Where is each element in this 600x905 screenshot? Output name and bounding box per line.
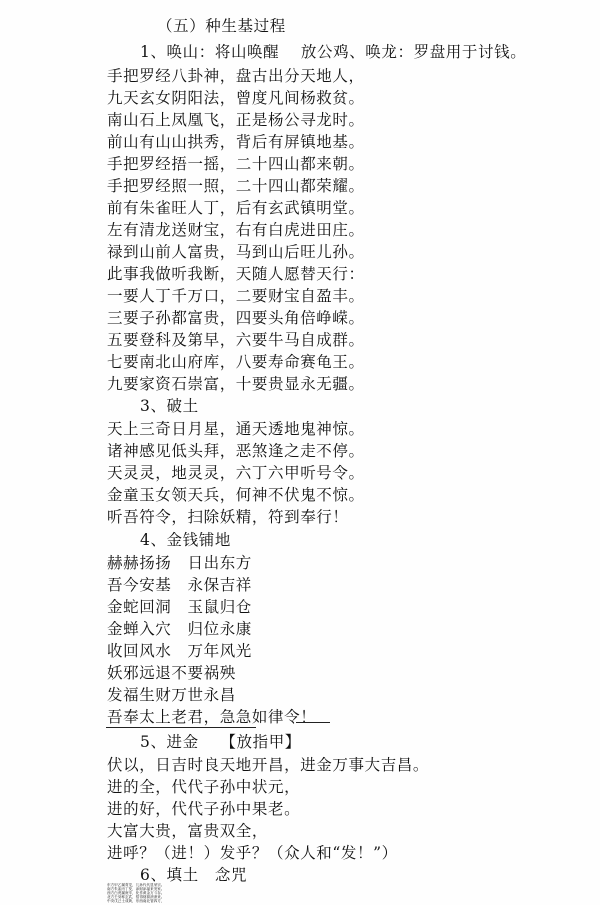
part-1-line: 前山有山山拱秀，背后有屏镇地基。 [107,133,365,151]
part-4-line: 妖邪远退不要祸殃 [107,664,236,682]
part-4-line: 金蝉入穴 归位永康 [107,620,252,638]
part-6-heading: 6、填土 念咒 [140,866,248,884]
part-3-line: 金童玉女领天兵，何神不伏鬼不惊。 [107,486,365,504]
part-4-line: 吾奉太上老君，急急如律令！ [107,708,317,726]
part-3-line: 听吾符令，扫除妖精，符到奉行！ [107,508,349,526]
part-1-line: 手把罗经八卦神，盘古出分天地人， [107,67,365,85]
part-5-heading: 5、进金 【放指甲】 [140,733,301,751]
part-1-line: 一要人丁千万口，二要财宝自盈丰。 [107,287,365,305]
part-1-line: 此事我做听我断，天随人愿替天行： [107,265,365,283]
part-4-line: 吾今安基 永保吉祥 [107,576,252,594]
part-5-line: 进的全，代代子孙中状元， [107,778,301,796]
handwritten-underline [106,727,256,728]
part-6-line: 南方朱雀丙丁发，添财添福来发家。 [107,887,165,891]
part-6-line: 中央戊己土成黄，东西南北管四方， [107,899,165,903]
part-5-line: 大富大贵，富贵双全， [107,822,269,840]
part-1-line: 前有朱雀旺人丁，后有玄武镇明堂。 [107,199,365,217]
part-4-line: 赫赫扬扬 日出东方 [107,554,252,572]
section-title: （五）种生基过程 [157,17,286,35]
part-5-line: 进的好，代代子孙中果老。 [107,800,301,818]
part-3-line: 诸神感见低头拜，恶煞逢之走不停。 [107,442,365,460]
part-1-heading: 1、唤山：将山唤醒 放公鸡、唤龙：罗盘用于讨钱。 [140,43,527,61]
part-4-line: 发福生财万世永昌 [107,686,236,704]
part-3-line: 天灵灵，地灵灵，六丁六甲听号令。 [107,464,365,482]
part-3-line: 天上三奇日月星，通天透地鬼神惊。 [107,420,365,438]
part-4-heading: 4、金钱铺地 [140,531,231,549]
part-1-line: 左有清龙送财宝，右有白虎进田庄。 [107,221,365,239]
part-4-line: 收回风水 万年风光 [107,642,252,660]
part-1-line: 九天玄女阴阳法，曾度凡间杨救贫。 [107,89,365,107]
part-1-line: 九要家资石崇富，十要贵显永无疆。 [107,375,365,393]
part-6-line: 北方壬癸称玄武，招得财源滚滚来。 [107,895,165,899]
part-1-line: 手把罗经照一照，二十四山都荣耀。 [107,177,365,195]
part-1-line: 五要登科及第早，六要牛马自成群。 [107,331,365,349]
part-6-line: 东方甲乙属青龙，儿孙代代显荣宗。 [107,883,165,887]
part-3-heading: 3、破土 [140,397,199,415]
part-1-line: 手把罗经捂一摇，二十四山都来朝。 [107,155,365,173]
part-6-line: 西方白虎属庚辛，化作黄金万斗存。 [107,891,165,895]
part-5-line: 伏以，日吉时良天地开昌，进金万事大吉昌。 [107,756,430,774]
part-4-line: 金蛇回洞 玉鼠归仓 [107,598,252,616]
part-1-line: 禄到山前人富贵，马到山后旺儿孙。 [107,243,365,261]
handwritten-underline [296,722,330,723]
part-1-line: 南山石上凤凰飞，正是杨公寻龙时。 [107,111,365,129]
part-1-line: 三要子孙都富贵，四要头角倍峥嵘。 [107,309,365,327]
part-1-line: 七要南北山府库，八要寿命赛龟王。 [107,353,365,371]
part-5-line: 进呼？（进！）发乎？（众人和“发！”） [107,844,398,862]
